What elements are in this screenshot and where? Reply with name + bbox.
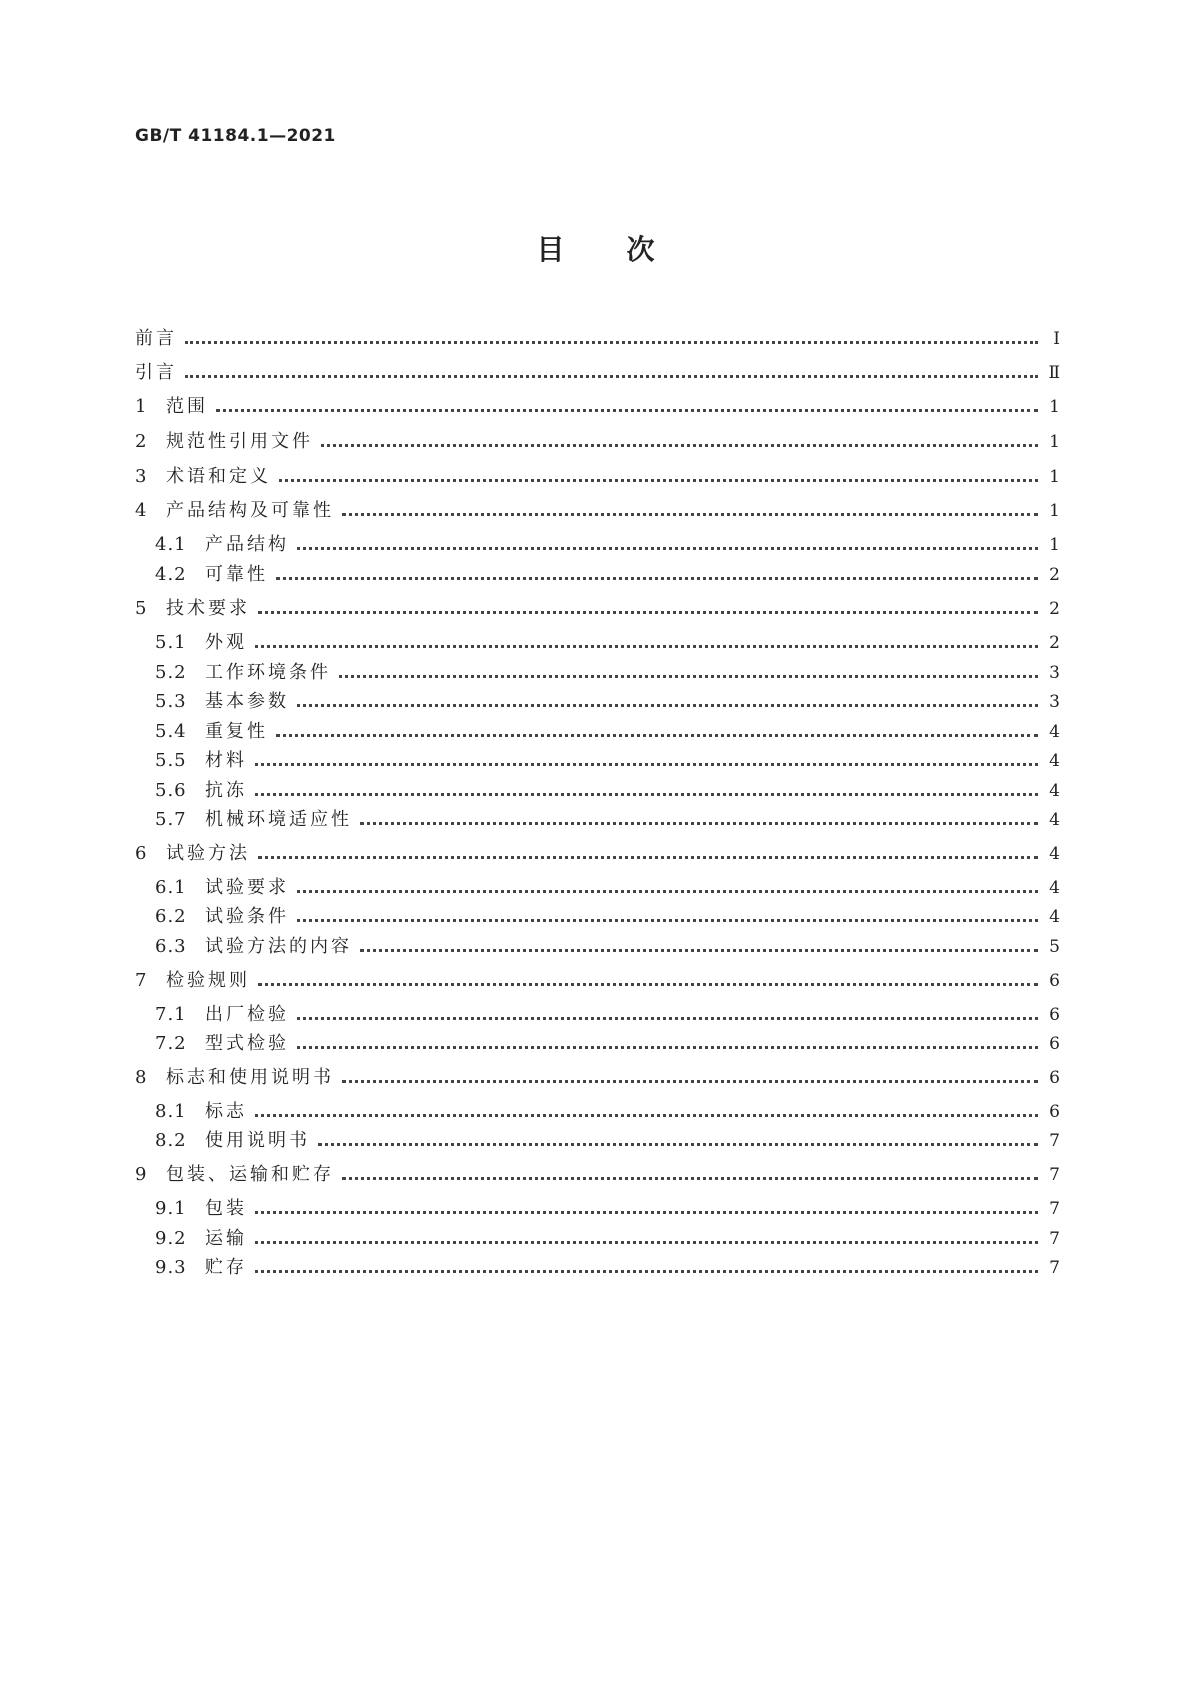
toc-entry-number: 5.7: [155, 809, 187, 830]
toc-leader-dots: [255, 793, 1038, 796]
toc-entry[interactable]: [135, 1065, 1060, 1091]
toc-leader-dots: [255, 1241, 1038, 1244]
toc-entry[interactable]: [135, 464, 1060, 490]
toc-entry-label: 产品结构及可靠性: [166, 500, 334, 521]
toc-entry-page: 3: [1049, 692, 1060, 712]
toc-entry[interactable]: [155, 532, 1060, 558]
toc-entry-number: 9: [135, 1164, 148, 1185]
toc-entry-label: 材料: [205, 750, 247, 771]
toc-leader-dots: [276, 734, 1038, 737]
toc-entry-label: 机械环境适应性: [205, 809, 352, 830]
toc-entry-page: 7: [1049, 1131, 1060, 1151]
toc-leader-dots: [185, 341, 1038, 344]
toc-leader-dots: [360, 822, 1038, 825]
toc-entry-page: 6: [1049, 1005, 1060, 1025]
toc-entry-label: 前言: [135, 328, 177, 349]
toc-entry[interactable]: [155, 562, 1060, 588]
toc-leader-dots: [342, 513, 1038, 516]
toc-entry-page: 6: [1049, 1068, 1060, 1088]
toc-entry[interactable]: [155, 904, 1060, 930]
toc-entry-label: 范围: [166, 396, 208, 417]
toc-entry-page: 7: [1049, 1229, 1060, 1249]
toc-entry[interactable]: [155, 934, 1060, 960]
toc-entry-number: 5.3: [155, 691, 187, 712]
toc-entry-number: 5.5: [155, 750, 187, 771]
toc-leader-dots: [258, 983, 1038, 986]
toc-leader-dots: [321, 444, 1038, 447]
toc-entry-label: 抗冻: [205, 780, 247, 801]
toc-entry-label: 基本参数: [205, 691, 289, 712]
toc-entry-page: 1: [1049, 535, 1060, 555]
toc-entry-label: 工作环境条件: [205, 662, 331, 683]
toc-entry-number: 4.1: [155, 534, 187, 555]
toc-entry-page: 4: [1049, 810, 1060, 830]
toc-entry-number: 5.4: [155, 721, 187, 742]
toc-entry[interactable]: [155, 689, 1060, 715]
toc-leader-dots: [255, 1114, 1038, 1117]
toc-entry-page: 4: [1049, 878, 1060, 898]
toc-entry-number: 6.3: [155, 936, 187, 957]
toc-entry[interactable]: [155, 719, 1060, 745]
toc-entry-number: 8.2: [155, 1130, 187, 1151]
toc-entry-page: 4: [1049, 781, 1060, 801]
toc-entry[interactable]: [155, 660, 1060, 686]
toc-entry-label: 引言: [135, 362, 177, 383]
toc-leader-dots: [360, 949, 1038, 952]
toc-entry-number: 5: [135, 598, 148, 619]
toc-entry-number: 5.2: [155, 662, 187, 683]
toc-leader-dots: [276, 577, 1038, 580]
toc-entry-label: 可靠性: [205, 564, 268, 585]
toc-entry-label: 试验要求: [205, 877, 289, 898]
toc-entry-number: 6.2: [155, 906, 187, 927]
toc-leader-dots: [318, 1143, 1038, 1146]
toc-entry[interactable]: [135, 498, 1060, 524]
toc-entry-number: 2: [135, 431, 148, 452]
toc-entry[interactable]: [155, 778, 1060, 804]
toc-entry-page: 3: [1049, 663, 1060, 683]
toc-entry-page: 7: [1049, 1199, 1060, 1219]
toc-entry-label: 试验方法: [166, 843, 250, 864]
toc-entry-page: 4: [1049, 751, 1060, 771]
toc-leader-dots: [258, 856, 1038, 859]
toc-leader-dots: [342, 1080, 1038, 1083]
toc-entry-number: 7.2: [155, 1033, 187, 1054]
toc-entry-page: 2: [1049, 565, 1060, 585]
toc-leader-dots: [297, 704, 1038, 707]
toc-entry-page: 2: [1049, 599, 1060, 619]
toc-entry-number: 4.2: [155, 564, 187, 585]
toc-entry-number: 3: [135, 466, 148, 487]
toc-leader-dots: [258, 611, 1038, 614]
toc-entry-label: 运输: [205, 1228, 247, 1249]
toc-entry-page: 1: [1049, 467, 1060, 487]
toc-entry[interactable]: [155, 1031, 1060, 1057]
toc-entry-label: 试验方法的内容: [205, 936, 352, 957]
toc-entry-page: 5: [1049, 937, 1060, 957]
toc-entry-page: 6: [1049, 971, 1060, 991]
toc-entry-label: 包装、运输和贮存: [166, 1164, 334, 1185]
toc-entry-page: 1: [1049, 397, 1060, 417]
toc-entry[interactable]: [155, 1002, 1060, 1028]
toc-leader-dots: [279, 479, 1038, 482]
toc-entry[interactable]: [155, 875, 1060, 901]
toc-entry-label: 术语和定义: [166, 466, 271, 487]
toc-entry-number: 5.6: [155, 780, 187, 801]
toc-leader-dots: [297, 1046, 1038, 1049]
toc-leader-dots: [255, 645, 1038, 648]
toc-entry[interactable]: [155, 748, 1060, 774]
toc-entry[interactable]: [135, 326, 1060, 352]
toc-entry-number: 8.1: [155, 1101, 187, 1122]
toc-leader-dots: [297, 547, 1038, 550]
toc-entry-number: 7.1: [155, 1004, 187, 1025]
toc-entry[interactable]: [135, 394, 1060, 420]
toc-leader-dots: [339, 675, 1038, 678]
toc-entry-label: 贮存: [205, 1257, 247, 1278]
toc-entry[interactable]: [155, 1099, 1060, 1125]
toc-entry[interactable]: [155, 1226, 1060, 1252]
toc-entry-page: 6: [1049, 1102, 1060, 1122]
toc-entry-number: 7: [135, 970, 148, 991]
toc-leader-dots: [255, 763, 1038, 766]
toc-entry-number: 4: [135, 500, 148, 521]
toc-entry-label: 规范性引用文件: [166, 431, 313, 452]
toc-leader-dots: [255, 1270, 1038, 1273]
toc-entry-number: 1: [135, 396, 148, 417]
toc-leader-dots: [255, 1211, 1038, 1214]
toc-leader-dots: [297, 890, 1038, 893]
document-code: GB/T 41184.1—2021: [135, 126, 336, 146]
toc-entry-number: 9.1: [155, 1198, 187, 1219]
toc-entry-number: 5.1: [155, 632, 187, 653]
toc-entry-page: 4: [1049, 722, 1060, 742]
toc-entry[interactable]: [135, 1162, 1060, 1188]
toc-entry-number: 9.2: [155, 1228, 187, 1249]
toc-leader-dots: [216, 409, 1038, 412]
toc-entry-page: 2: [1049, 633, 1060, 653]
toc-entry-page: 1: [1049, 432, 1060, 452]
toc-entry-label: 试验条件: [205, 906, 289, 927]
toc-entry[interactable]: [135, 596, 1060, 622]
toc-entry-page: Ⅱ: [1048, 363, 1060, 383]
toc-entry-label: 检验规则: [166, 970, 250, 991]
toc-leader-dots: [297, 919, 1038, 922]
toc-entry-number: 8: [135, 1067, 148, 1088]
toc-title: 目次: [536, 233, 717, 266]
toc-entry-label: 标志和使用说明书: [166, 1067, 334, 1088]
toc-entry-page: 6: [1049, 1034, 1060, 1054]
toc-entry[interactable]: [135, 429, 1060, 455]
toc-entry-number: 6.1: [155, 877, 187, 898]
toc-entry-label: 标志: [205, 1101, 247, 1122]
toc-entry[interactable]: [155, 1128, 1060, 1154]
toc-entry-label: 出厂检验: [205, 1004, 289, 1025]
toc-entry-page: 4: [1049, 844, 1060, 864]
toc-entry-page: 7: [1049, 1258, 1060, 1278]
toc-entry-label: 使用说明书: [205, 1130, 310, 1151]
toc-entry-label: 包装: [205, 1198, 247, 1219]
toc-entry-page: 1: [1049, 501, 1060, 521]
toc-entry[interactable]: [155, 1255, 1060, 1281]
toc-entry-page: Ⅰ: [1053, 329, 1060, 349]
toc-entry-label: 外观: [205, 632, 247, 653]
toc-entry-number: 9.3: [155, 1257, 187, 1278]
toc-entry-label: 重复性: [205, 721, 268, 742]
toc-leader-dots: [342, 1177, 1038, 1180]
toc-entry-page: 7: [1049, 1165, 1060, 1185]
toc-entry[interactable]: [135, 968, 1060, 994]
toc-entry-label: 型式检验: [205, 1033, 289, 1054]
toc-entry-page: 4: [1049, 907, 1060, 927]
toc-entry[interactable]: [155, 807, 1060, 833]
toc-entry[interactable]: [135, 360, 1060, 386]
toc-entry[interactable]: [135, 841, 1060, 867]
toc-entry[interactable]: [155, 630, 1060, 656]
toc-entry[interactable]: [155, 1196, 1060, 1222]
toc-leader-dots: [185, 375, 1038, 378]
toc-leader-dots: [297, 1017, 1038, 1020]
toc-entry-label: 产品结构: [205, 534, 289, 555]
toc-entry-label: 技术要求: [166, 598, 250, 619]
toc-entry-number: 6: [135, 843, 148, 864]
